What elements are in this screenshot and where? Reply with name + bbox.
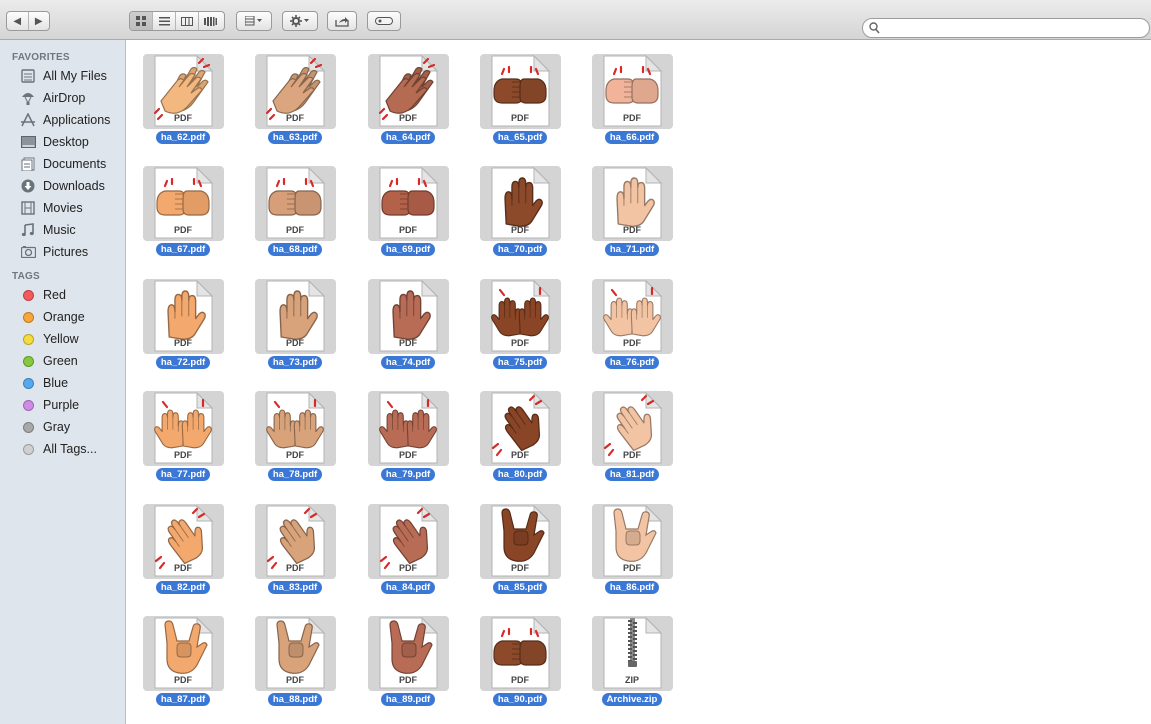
sidebar-item-tag-blue[interactable]	[20, 373, 124, 393]
file-kind-label: PDF	[174, 338, 192, 348]
file-item[interactable]	[576, 490, 688, 593]
file-name: ha_77.pdf	[156, 468, 210, 481]
file-item[interactable]	[352, 602, 464, 705]
file-name-label	[352, 689, 464, 707]
file-name-label	[352, 352, 464, 370]
sidebar-item-label: Purple	[43, 398, 80, 412]
file-name-label	[127, 127, 239, 145]
file-kind-label: PDF	[399, 225, 417, 235]
sidebar-item-movies[interactable]	[20, 198, 124, 218]
file-name: ha_65.pdf	[493, 131, 547, 144]
pdf-file-icon	[490, 167, 550, 239]
file-kind-label: PDF	[399, 450, 417, 460]
pdf-file-icon	[378, 167, 438, 239]
pdf-file-icon	[153, 167, 213, 239]
file-item[interactable]	[464, 377, 576, 480]
tag-dot	[23, 422, 34, 433]
file-name-label	[352, 127, 464, 145]
file-name: ha_79.pdf	[381, 468, 435, 481]
sidebar-item-applications[interactable]	[20, 110, 124, 130]
file-name-label	[576, 464, 688, 482]
file-name: ha_71.pdf	[605, 243, 659, 256]
pdf-file-icon	[378, 280, 438, 352]
file-name: ha_68.pdf	[268, 243, 322, 256]
movies-icon	[20, 200, 36, 216]
file-name: ha_62.pdf	[156, 131, 210, 144]
file-name-label	[127, 464, 239, 482]
sidebar-item-label: Music	[43, 223, 76, 237]
tag-dot	[23, 400, 34, 411]
tag-dot	[23, 356, 34, 367]
file-item[interactable]	[576, 40, 688, 143]
file-kind-label: PDF	[286, 338, 304, 348]
pdf-file-icon	[153, 505, 213, 577]
file-item[interactable]	[239, 265, 351, 368]
file-name: ha_69.pdf	[381, 243, 435, 256]
file-kind-label: PDF	[174, 675, 192, 685]
pdf-file-icon	[378, 617, 438, 689]
file-name-label	[127, 577, 239, 595]
file-item[interactable]	[239, 602, 351, 705]
pdf-file-icon	[490, 392, 550, 464]
yellow-tag-icon	[20, 331, 36, 347]
file-item[interactable]	[352, 490, 464, 593]
file-name: ha_78.pdf	[268, 468, 322, 481]
file-name: ha_74.pdf	[381, 356, 435, 369]
sidebar-item-music[interactable]	[20, 220, 124, 240]
pdf-file-icon	[490, 617, 550, 689]
sidebar-item-tag-gray[interactable]	[20, 417, 124, 437]
file-name: ha_90.pdf	[493, 693, 547, 706]
back-icon[interactable]: ◀	[7, 12, 29, 30]
file-kind-label: PDF	[286, 563, 304, 573]
sidebar-item-tag-yellow[interactable]	[20, 329, 124, 349]
file-kind-label: PDF	[623, 563, 641, 573]
file-kind-label: PDF	[399, 563, 417, 573]
file-name: ha_63.pdf	[268, 131, 322, 144]
file-kind-label: PDF	[174, 113, 192, 123]
sidebar-item-label: Documents	[43, 157, 107, 171]
applications-icon	[20, 112, 36, 128]
pdf-file-icon	[378, 392, 438, 464]
sidebar	[0, 40, 126, 724]
file-name: ha_89.pdf	[381, 693, 435, 706]
file-name-label	[127, 239, 239, 257]
sidebar-item-tag-orange[interactable]	[20, 307, 124, 327]
sidebar-item-all-tags[interactable]	[20, 439, 124, 459]
tag-dot	[23, 444, 34, 455]
file-item[interactable]	[127, 377, 239, 480]
pdf-file-icon	[490, 505, 550, 577]
file-name: ha_73.pdf	[268, 356, 322, 369]
sidebar-item-label: Applications	[43, 113, 111, 127]
sidebar-item-label: Yellow	[43, 332, 79, 346]
sidebar-item-desktop[interactable]	[20, 132, 124, 152]
file-kind-label: PDF	[399, 675, 417, 685]
orange-tag-icon	[20, 309, 36, 325]
sidebar-item-label: Blue	[43, 376, 69, 390]
sidebar-item-label: Downloads	[43, 179, 105, 193]
file-kind-label: PDF	[399, 338, 417, 348]
pdf-file-icon	[153, 280, 213, 352]
sidebar-item-tag-purple[interactable]	[20, 395, 124, 415]
file-item[interactable]	[352, 40, 464, 143]
file-name: ha_85.pdf	[493, 581, 547, 594]
file-name: ha_76.pdf	[605, 356, 659, 369]
file-item[interactable]	[352, 377, 464, 480]
sidebar-item-documents[interactable]	[20, 154, 124, 174]
arrange-button[interactable]	[236, 11, 272, 31]
file-item[interactable]	[576, 152, 688, 255]
pdf-file-icon	[490, 280, 550, 352]
file-name: ha_66.pdf	[605, 131, 659, 144]
file-item[interactable]	[464, 490, 576, 593]
file-grid	[127, 40, 1151, 724]
file-name: ha_83.pdf	[268, 581, 322, 594]
file-kind-label: PDF	[286, 113, 304, 123]
sidebar-item-label: Pictures	[43, 245, 89, 259]
action-button[interactable]	[282, 11, 318, 31]
file-name: Archive.zip	[602, 693, 663, 706]
forward-icon[interactable]: ▶	[34, 15, 43, 27]
pdf-file-icon	[602, 505, 662, 577]
pdf-file-icon	[153, 617, 213, 689]
search-input[interactable]	[862, 18, 1150, 38]
file-name-label	[239, 352, 351, 370]
gear-icon	[290, 15, 310, 27]
pdf-file-icon	[602, 392, 662, 464]
gray-tag-icon	[20, 419, 36, 435]
file-kind-label: PDF	[511, 675, 529, 685]
tags-button[interactable]	[367, 11, 401, 31]
sidebar-item-label: Green	[43, 354, 78, 368]
desktop-icon	[20, 134, 36, 150]
pictures-icon	[20, 244, 36, 260]
file-name-label	[352, 464, 464, 482]
back-forward-control	[6, 11, 50, 31]
file-kind-label: PDF	[511, 225, 529, 235]
sidebar-item-label: AirDrop	[43, 91, 86, 105]
blue-tag-icon	[20, 375, 36, 391]
sidebar-item-tag-red[interactable]	[20, 285, 124, 305]
toolbar	[0, 0, 1151, 40]
share-button[interactable]	[327, 11, 357, 31]
airdrop-icon	[20, 90, 36, 106]
file-name: ha_64.pdf	[381, 131, 435, 144]
file-kind-label: PDF	[623, 113, 641, 123]
file-kind-label: ZIP	[624, 675, 640, 685]
file-item[interactable]	[352, 265, 464, 368]
pdf-file-icon	[602, 55, 662, 127]
file-name-label	[127, 352, 239, 370]
search-icon	[869, 22, 880, 34]
file-name: ha_86.pdf	[605, 581, 659, 594]
pdf-file-icon	[265, 280, 325, 352]
pdf-file-icon	[153, 392, 213, 464]
file-item[interactable]	[239, 152, 351, 255]
tag-dot	[23, 334, 34, 345]
file-name: ha_80.pdf	[493, 468, 547, 481]
all-tags-icon	[20, 441, 36, 457]
file-name: ha_87.pdf	[156, 693, 210, 706]
red-tag-icon	[20, 287, 36, 303]
downloads-icon	[20, 178, 36, 194]
file-item[interactable]	[127, 602, 239, 705]
sidebar-item-label: Orange	[43, 310, 85, 324]
sidebar-item-label: Movies	[43, 201, 83, 215]
file-name: ha_70.pdf	[493, 243, 547, 256]
pdf-file-icon	[265, 392, 325, 464]
file-item[interactable]	[464, 602, 576, 705]
zip-archive-icon	[602, 617, 662, 689]
file-name-label	[239, 127, 351, 145]
file-kind-label: PDF	[174, 225, 192, 235]
tag-dot	[23, 378, 34, 389]
file-item[interactable]	[239, 490, 351, 593]
file-name: ha_84.pdf	[381, 581, 435, 594]
file-name-label	[239, 577, 351, 595]
tag-dot	[23, 290, 34, 301]
file-item[interactable]	[127, 152, 239, 255]
pdf-file-icon	[490, 55, 550, 127]
file-name-label	[464, 689, 576, 707]
green-tag-icon	[20, 353, 36, 369]
view-mode-control	[129, 11, 225, 31]
file-kind-label: PDF	[286, 675, 304, 685]
file-item[interactable]	[127, 265, 239, 368]
file-item[interactable]	[239, 377, 351, 480]
sidebar-item-all-my-files[interactable]	[20, 66, 124, 86]
pdf-file-icon	[602, 167, 662, 239]
sidebar-item-tag-green[interactable]	[20, 351, 124, 371]
file-kind-label: PDF	[623, 450, 641, 460]
file-name-label	[464, 352, 576, 370]
file-kind-label: PDF	[623, 338, 641, 348]
file-name: ha_88.pdf	[268, 693, 322, 706]
file-name-label	[127, 689, 239, 707]
sidebar-item-label: Desktop	[43, 135, 89, 149]
file-item[interactable]	[576, 377, 688, 480]
file-name-label	[464, 577, 576, 595]
sidebar-item-downloads[interactable]	[20, 176, 124, 196]
list-view-icon[interactable]	[153, 12, 176, 30]
file-item[interactable]	[576, 602, 688, 705]
file-item[interactable]	[464, 265, 576, 368]
file-item[interactable]	[127, 490, 239, 593]
pdf-file-icon	[265, 617, 325, 689]
sidebar-item-label: All Tags...	[43, 442, 97, 456]
sidebar-item-airdrop[interactable]	[20, 88, 124, 108]
file-item[interactable]	[352, 152, 464, 255]
file-kind-label: PDF	[286, 450, 304, 460]
file-kind-label: PDF	[399, 113, 417, 123]
file-kind-label: PDF	[511, 450, 529, 460]
file-item[interactable]	[576, 265, 688, 368]
file-name-label	[464, 127, 576, 145]
file-kind-label: PDF	[511, 563, 529, 573]
music-icon	[20, 222, 36, 238]
file-kind-label: PDF	[174, 563, 192, 573]
file-name-label	[464, 239, 576, 257]
file-kind-label: PDF	[623, 225, 641, 235]
column-view-icon[interactable]	[176, 12, 199, 30]
file-item[interactable]	[464, 152, 576, 255]
documents-icon	[20, 156, 36, 172]
all-files-icon	[20, 68, 36, 84]
file-name: ha_67.pdf	[156, 243, 210, 256]
file-kind-label: PDF	[511, 113, 529, 123]
file-name-label	[576, 577, 688, 595]
sidebar-item-label: Red	[43, 288, 66, 302]
favorites-header: FAVORITES	[12, 52, 70, 63]
file-kind-label: PDF	[286, 225, 304, 235]
file-name-label	[576, 689, 688, 707]
file-item[interactable]	[239, 40, 351, 143]
file-name-label	[239, 239, 351, 257]
file-name-label	[352, 577, 464, 595]
file-item[interactable]	[464, 40, 576, 143]
pdf-file-icon	[265, 505, 325, 577]
file-kind-label: PDF	[511, 338, 529, 348]
pdf-file-icon	[265, 55, 325, 127]
file-name-label	[576, 352, 688, 370]
purple-tag-icon	[20, 397, 36, 413]
file-name: ha_72.pdf	[156, 356, 210, 369]
file-name: ha_82.pdf	[156, 581, 210, 594]
sidebar-item-pictures[interactable]	[20, 242, 124, 262]
tag-icon	[375, 17, 393, 25]
share-icon	[335, 16, 349, 27]
file-kind-label: PDF	[174, 450, 192, 460]
tags-header: TAGS	[12, 271, 40, 282]
pdf-file-icon	[378, 505, 438, 577]
file-name: ha_81.pdf	[605, 468, 659, 481]
file-name-label	[239, 464, 351, 482]
icon-view-icon[interactable]	[130, 12, 153, 30]
arrange-icon	[245, 16, 263, 26]
file-name-label	[352, 239, 464, 257]
file-name: ha_75.pdf	[493, 356, 547, 369]
file-name-label	[576, 127, 688, 145]
pdf-file-icon	[602, 280, 662, 352]
sidebar-item-label: Gray	[43, 420, 71, 434]
file-item[interactable]	[127, 40, 239, 143]
file-name-label	[464, 464, 576, 482]
coverflow-view-icon[interactable]	[199, 12, 221, 30]
sidebar-item-label: All My Files	[43, 69, 107, 83]
pdf-file-icon	[265, 167, 325, 239]
file-name-label	[239, 689, 351, 707]
pdf-file-icon	[378, 55, 438, 127]
file-name-label	[576, 239, 688, 257]
pdf-file-icon	[153, 55, 213, 127]
tag-dot	[23, 312, 34, 323]
